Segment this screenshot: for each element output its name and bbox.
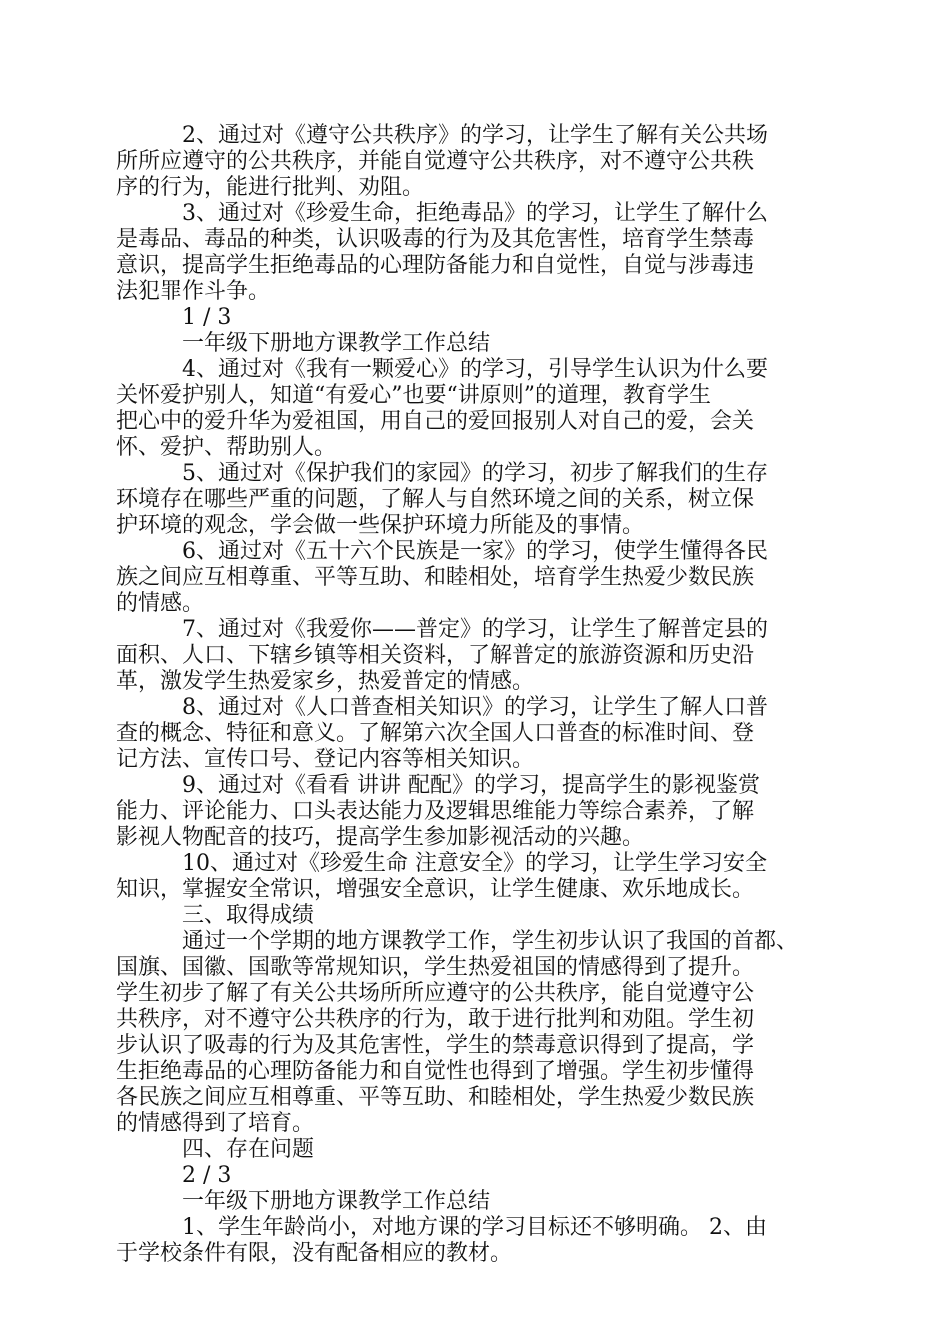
text-line: 5、通过对《保护我们的家园》的学习，初步了解我们的生存 — [116, 461, 768, 486]
text-line: 序的行为，能进行批判、劝阻。 — [116, 175, 425, 200]
text-line: 9、通过对《看看 讲讲 配配》的学习，提高学生的影视鉴赏 — [116, 773, 760, 798]
text-line: 所所应遵守的公共秩序，并能自觉遵守公共秩序，对不遵守公共秩 — [116, 149, 755, 174]
text-line: 生拒绝毒品的心理防备能力和自觉性也得到了增强。学生初步懂得 — [116, 1059, 755, 1084]
section-heading: 三、取得成绩 — [116, 903, 315, 928]
text-line: 查的概念、特征和意义。了解第六次全国人口普查的标准时间、登 — [116, 721, 755, 746]
text-line: 革，激发学生热爱家乡，热爱普定的情感。 — [116, 669, 535, 694]
text-line: 7、通过对《我爱你——普定》的学习，让学生了解普定县的 — [116, 617, 768, 642]
text-line: 各民族之间应互相尊重、平等互助、和睦相处，学生热爱少数民族 — [116, 1085, 755, 1110]
text-line: 记方法、宣传口号、登记内容等相关知识。 — [116, 747, 535, 772]
text-line: 能力、评论能力、口头表达能力及逻辑思维能力等综合素养，了解 — [116, 799, 755, 824]
page-number: 2 / 3 — [116, 1163, 232, 1188]
text-line: 怀、爱护、帮助别人。 — [116, 435, 337, 460]
text-line: 影视人物配音的技巧，提高学生参加影视活动的兴趣。 — [116, 825, 645, 850]
text-line: 于学校条件有限，没有配备相应的教材。 — [116, 1241, 513, 1266]
text-line: 6、通过对《五十六个民族是一家》的学习，使学生懂得各民 — [116, 539, 768, 564]
text-line: 关怀爱护别人，知道“有爱心”也要“讲原则”的道理，教育学生 — [116, 383, 711, 408]
text-line: 1、学生年龄尚小，对地方课的学习目标还不够明确。 2、由 — [116, 1215, 767, 1240]
text-line: 知识，掌握安全常识，增强安全意识，让学生健康、欢乐地成长。 — [116, 877, 755, 902]
text-line: 8、通过对《人口普查相关知识》的学习，让学生了解人口普 — [116, 695, 768, 720]
text-line: 3、通过对《珍爱生命，拒绝毒品》的学习，让学生了解什么 — [116, 201, 768, 226]
text-line: 法犯罪作斗争。 — [116, 279, 271, 304]
text-line: 环境存在哪些严重的问题，了解人与自然环境之间的关系，树立保 — [116, 487, 755, 512]
section-heading: 四、存在问题 — [116, 1137, 315, 1162]
text-line: 通过一个学期的地方课教学工作，学生初步认识了我国的首都、 — [116, 929, 799, 954]
text-line: 2、通过对《遵守公共秩序》的学习，让学生了解有关公共场 — [116, 123, 768, 148]
text-line: 把心中的爱升华为爱祖国，用自己的爱回报别人对自己的爱，会关 — [116, 409, 755, 434]
running-header: 一年级下册地方课教学工作总结 — [116, 331, 491, 356]
text-line: 共秩序，对不遵守公共秩序的行为，敢于进行批判和劝阻。学生初 — [116, 1007, 755, 1032]
page-number: 1 / 3 — [116, 305, 232, 330]
text-line: 面积、人口、下辖乡镇等相关资料，了解普定的旅游资源和历史沿 — [116, 643, 755, 668]
text-line: 步认识了吸毒的行为及其危害性，学生的禁毒意识得到了提高，学 — [116, 1033, 755, 1058]
text-line: 学生初步了解了有关公共场所所应遵守的公共秩序，能自觉遵守公 — [116, 981, 755, 1006]
text-line: 护环境的观念，学会做一些保护环境力所能及的事情。 — [116, 513, 645, 538]
text-line: 4、通过对《我有一颗爱心》的学习，引导学生认识为什么要 — [116, 357, 768, 382]
running-header: 一年级下册地方课教学工作总结 — [116, 1189, 491, 1214]
text-line: 国旗、国徽、国歌等常规知识，学生热爱祖国的情感得到了提升。 — [116, 955, 755, 980]
text-line: 的情感。 — [116, 591, 205, 616]
text-line: 是毒品、毒品的种类，认识吸毒的行为及其危害性，培育学生禁毒 — [116, 227, 755, 252]
text-line: 的情感得到了培育。 — [116, 1111, 315, 1136]
text-line: 族之间应互相尊重、平等互助、和睦相处，培育学生热爱少数民族 — [116, 565, 755, 590]
text-line: 10、通过对《珍爱生命 注意安全》的学习，让学生学习安全 — [116, 851, 767, 876]
text-line: 意识，提高学生拒绝毒品的心理防备能力和自觉性，自觉与涉毒违 — [116, 253, 755, 278]
